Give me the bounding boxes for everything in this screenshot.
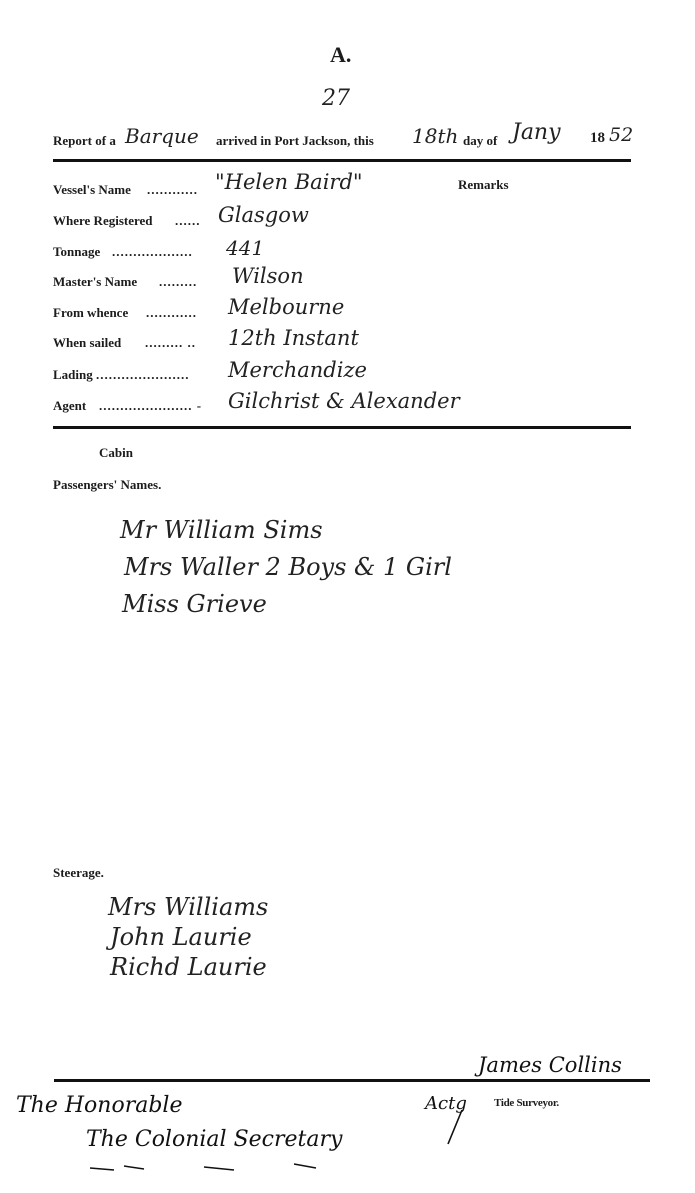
header-rule [53,159,631,162]
page-number: 27 [322,86,350,111]
field-value-agent: Gilchrist & Alexander [228,389,460,413]
field-dots: ...... [175,213,201,228]
report-middle: arrived in Port Jackson, this [216,133,374,148]
field-value-when-sailed: 12th Instant [228,326,359,350]
passengers-names-label: Passengers' Names. [53,477,162,492]
field-dots: ............ [147,182,198,197]
field-value-where-registered: Glasgow [218,203,309,227]
signature-flourish [440,1108,470,1148]
field-label-vessel-name: Vessel's Name [53,182,131,197]
field-dots: ............ [146,305,197,320]
steerage-passenger: Richd Laurie [110,953,267,981]
field-value-tonnage: 441 [226,236,265,260]
report-prefix: Report of a [53,133,116,148]
field-dots: ...................... [96,367,190,382]
cabin-passenger: Mr William Sims [120,516,323,544]
steerage-passenger: Mrs Williams [108,893,269,921]
address-underline [84,1158,344,1178]
field-value-masters-name: Wilson [232,264,304,288]
address-line2: The Colonial Secretary [86,1127,343,1152]
field-dots: ......... .. [145,335,196,350]
address-line1: The Honorable [16,1093,183,1118]
field-label-when-sailed: When sailed [53,335,122,350]
remarks-label: Remarks [458,177,509,192]
field-label-agent: Agent [53,398,87,413]
acting-mark: Actg [425,1093,467,1114]
cabin-passenger: Miss Grieve [122,590,267,618]
field-dots: ......... [159,274,198,289]
form-letter: A. [330,42,352,67]
arrival-year-suffix: 52 [609,124,634,146]
cabin-passenger: Mrs Waller 2 Boys & 1 Girl [124,553,452,581]
fields-rule [53,426,631,429]
surveyor-signature: James Collins [478,1053,622,1077]
field-label-where-registered: Where Registered [53,213,153,228]
arrival-month: Jany [512,120,561,145]
day-of-label: day of [463,133,498,148]
arrival-day: 18th [412,124,459,148]
field-value-lading: Merchandize [228,358,367,382]
field-label-masters-name: Master's Name [53,274,138,289]
steerage-passenger: John Laurie [110,923,252,951]
field-value-from-whence: Melbourne [228,295,345,319]
field-label-from-whence: From whence [53,305,129,320]
field-dots: ...................... - [99,398,203,413]
field-label-lading: Lading [53,367,93,382]
steerage-label: Steerage. [53,865,104,880]
surveyor-title: Tide Surveyor. [494,1097,559,1109]
field-label-tonnage: Tonnage [53,244,101,259]
vessel-type: Barque [125,124,199,148]
cabin-label: Cabin [99,445,133,460]
arrival-year-prefix: 18 [590,130,605,146]
field-dots: ................... [112,244,193,259]
signature-rule [54,1079,650,1082]
field-value-vessel-name: "Helen Baird" [215,170,363,194]
